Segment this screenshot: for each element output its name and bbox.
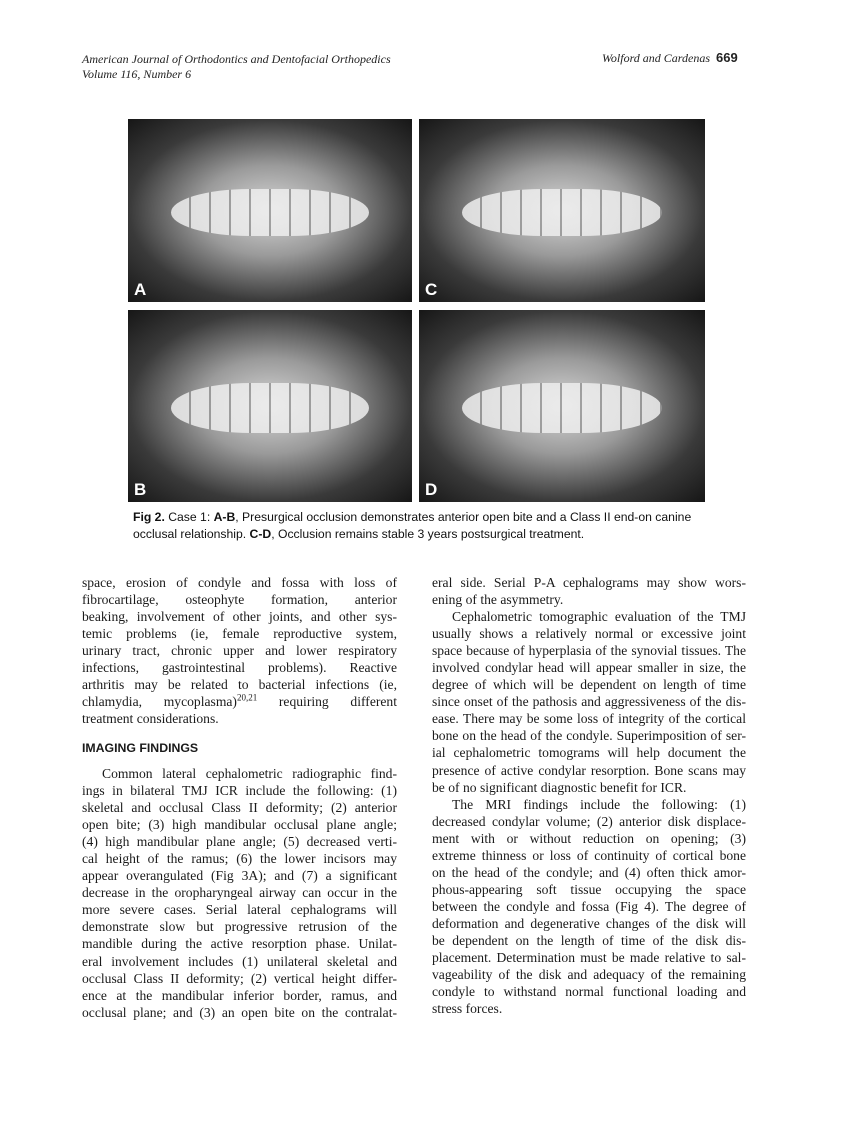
text-line: mandible during the active resorption phase. Unilat-	[82, 936, 397, 952]
left-column-para2	[82, 765, 397, 1021]
text-line: The MRI findings include the following: (1)	[452, 796, 746, 812]
text-line: more severe cases. Serial lateral cephalograms will	[82, 902, 397, 918]
text: requiring different	[257, 694, 397, 710]
panel-label: D	[425, 480, 438, 499]
text-line: (4) high mandibular plane angle; (5) decreased verti-	[82, 834, 397, 850]
panel-label: C	[425, 280, 438, 299]
text-line: extreme thinness or loss of continuity of cortical bone	[432, 847, 746, 863]
text-line: be dependent on the length of time of the disk dis-	[432, 932, 746, 948]
journal-title: American Journal of Orthodontics and Dentofacial Orthopedics	[82, 52, 391, 66]
text-line: since onset of the pathosis and aggressiveness of the dis-	[432, 694, 746, 710]
text-line: deformation and degenerative changes of the disk will	[432, 915, 746, 931]
text-line: demonstrate slow but progressive retrusion of the	[82, 919, 397, 935]
text-line: phous-appearing soft tissue occupying the space	[432, 881, 746, 897]
text-line	[82, 693, 397, 710]
left-column-para1	[82, 574, 397, 727]
text-line: ease. There may be some loss of integrity of the cortical	[432, 711, 746, 727]
text-line: ence at the mandibular inferior border, ramus, and	[82, 987, 397, 1003]
text-line: involved condylar head will appear smaller in size, the	[432, 660, 746, 676]
text-line: decrease in the oropharyngeal airway can occur in the	[82, 885, 397, 901]
text-line: between the condyle and fossa (Fig 4). The degree of	[432, 898, 746, 914]
text-line: temic problems (ie, female reproductive system,	[82, 626, 397, 642]
citation-superscript: 20,21	[236, 692, 258, 703]
text-line: condyle to withstand normal functional loading and	[432, 984, 746, 1000]
caption-text: , Presurgical occlusion demonstrates anterior open bite and a Class II end-on canine occlusal relationship.	[133, 510, 692, 541]
text-line: eral involvement includes (1) unilateral skeletal and	[82, 953, 397, 969]
caption-text: Case 1:	[164, 510, 214, 524]
text-line: vageability of the disk and adequacy of the remaining	[432, 967, 746, 983]
text-line: be of no significant diagnostic benefit for ICR.	[432, 779, 687, 795]
text-line: degree of which will be dependent on length of time	[432, 677, 746, 693]
text-line: presence of active condylar resorption. Bone scans may	[432, 762, 746, 778]
page-number: 669	[716, 50, 738, 65]
text-line: open bite; (3) high mandibular occlusal plane angle;	[82, 817, 397, 833]
text-line: usually shows a relatively normal or excessive joint	[432, 626, 746, 642]
text-line: occlusal plane; and (3) an open bite on the contralat-	[82, 1004, 397, 1020]
text-line: Common lateral cephalometric radiographic find-	[102, 766, 397, 781]
text-line: cal height of the ramus; (6) the lower incisors may	[82, 851, 397, 867]
text-line: skeletal and occlusal Class II deformity; (2) anterior	[82, 800, 397, 816]
caption-text: , Occlusion remains stable 3 years postsurgical treatment.	[271, 527, 585, 541]
text-line: urinary tract, chronic upper and lower respiratory	[82, 643, 397, 659]
text: chlamydia, mycoplasma)	[82, 694, 237, 710]
text-line: placement. Determination must be made relative to sal-	[432, 950, 746, 966]
text-line: arthritis may be related to bacterial infections (ie,	[82, 677, 397, 693]
text-line: fibrocartilage, osteophyte formation, anterior	[82, 592, 397, 608]
text-line: Cephalometric tomographic evaluation of the TMJ	[452, 609, 746, 625]
panel-label: B	[134, 480, 147, 499]
text-line: space, erosion of condyle and fossa with loss of	[82, 575, 397, 590]
text-line: infections, gastrointestinal problems). Reactive	[82, 660, 397, 676]
section-heading: IMAGING FINDINGS	[82, 741, 199, 755]
text-line: space because of hyperplasia of the synovial tissues. The	[432, 643, 746, 659]
text-line: occlusal Class II deformity; (2) vertical height differ-	[82, 970, 397, 986]
text-line: eral side. Serial P-A cephalograms may show wors-	[432, 575, 746, 590]
text-line: appear overangulated (Fig 3A); and (7) a significant	[82, 868, 397, 884]
text-line: ings in bilateral TMJ ICR include the following: (1)	[82, 783, 397, 799]
panel-label: A	[134, 280, 147, 299]
photo-panel-d	[419, 310, 705, 502]
photo-panel-a	[128, 119, 412, 302]
right-column	[432, 574, 746, 1017]
authors: Wolford and Cardenas	[602, 51, 711, 65]
running-head	[602, 50, 738, 66]
photo-panel-b	[128, 310, 412, 502]
text-line: stress forces.	[432, 1001, 503, 1017]
caption-label: Fig 2.	[133, 510, 165, 524]
figure-caption	[133, 509, 698, 543]
text-line: treatment considerations.	[82, 711, 219, 727]
text-line: ial cephalometric tomograms will help document the	[432, 745, 746, 761]
text-line: ment with or without reduction on opening; (3)	[432, 830, 746, 846]
photo-panel-c	[419, 119, 705, 302]
text-line: ening of the asymmetry.	[432, 592, 564, 608]
journal-volume: Volume 116, Number 6	[82, 67, 192, 81]
caption-bold: A-B	[213, 510, 236, 524]
text-line: bone on the head of the condyle. Superimposition of ser-	[432, 728, 746, 744]
caption-bold: C-D	[249, 527, 272, 541]
text-line: decreased condylar volume; (2) anterior disk displace-	[432, 813, 746, 829]
text-line: on the head of the condyle; and (4) often thick amor-	[432, 864, 746, 880]
text-line: beaking, involvement of other joints, and other sys-	[82, 609, 397, 625]
